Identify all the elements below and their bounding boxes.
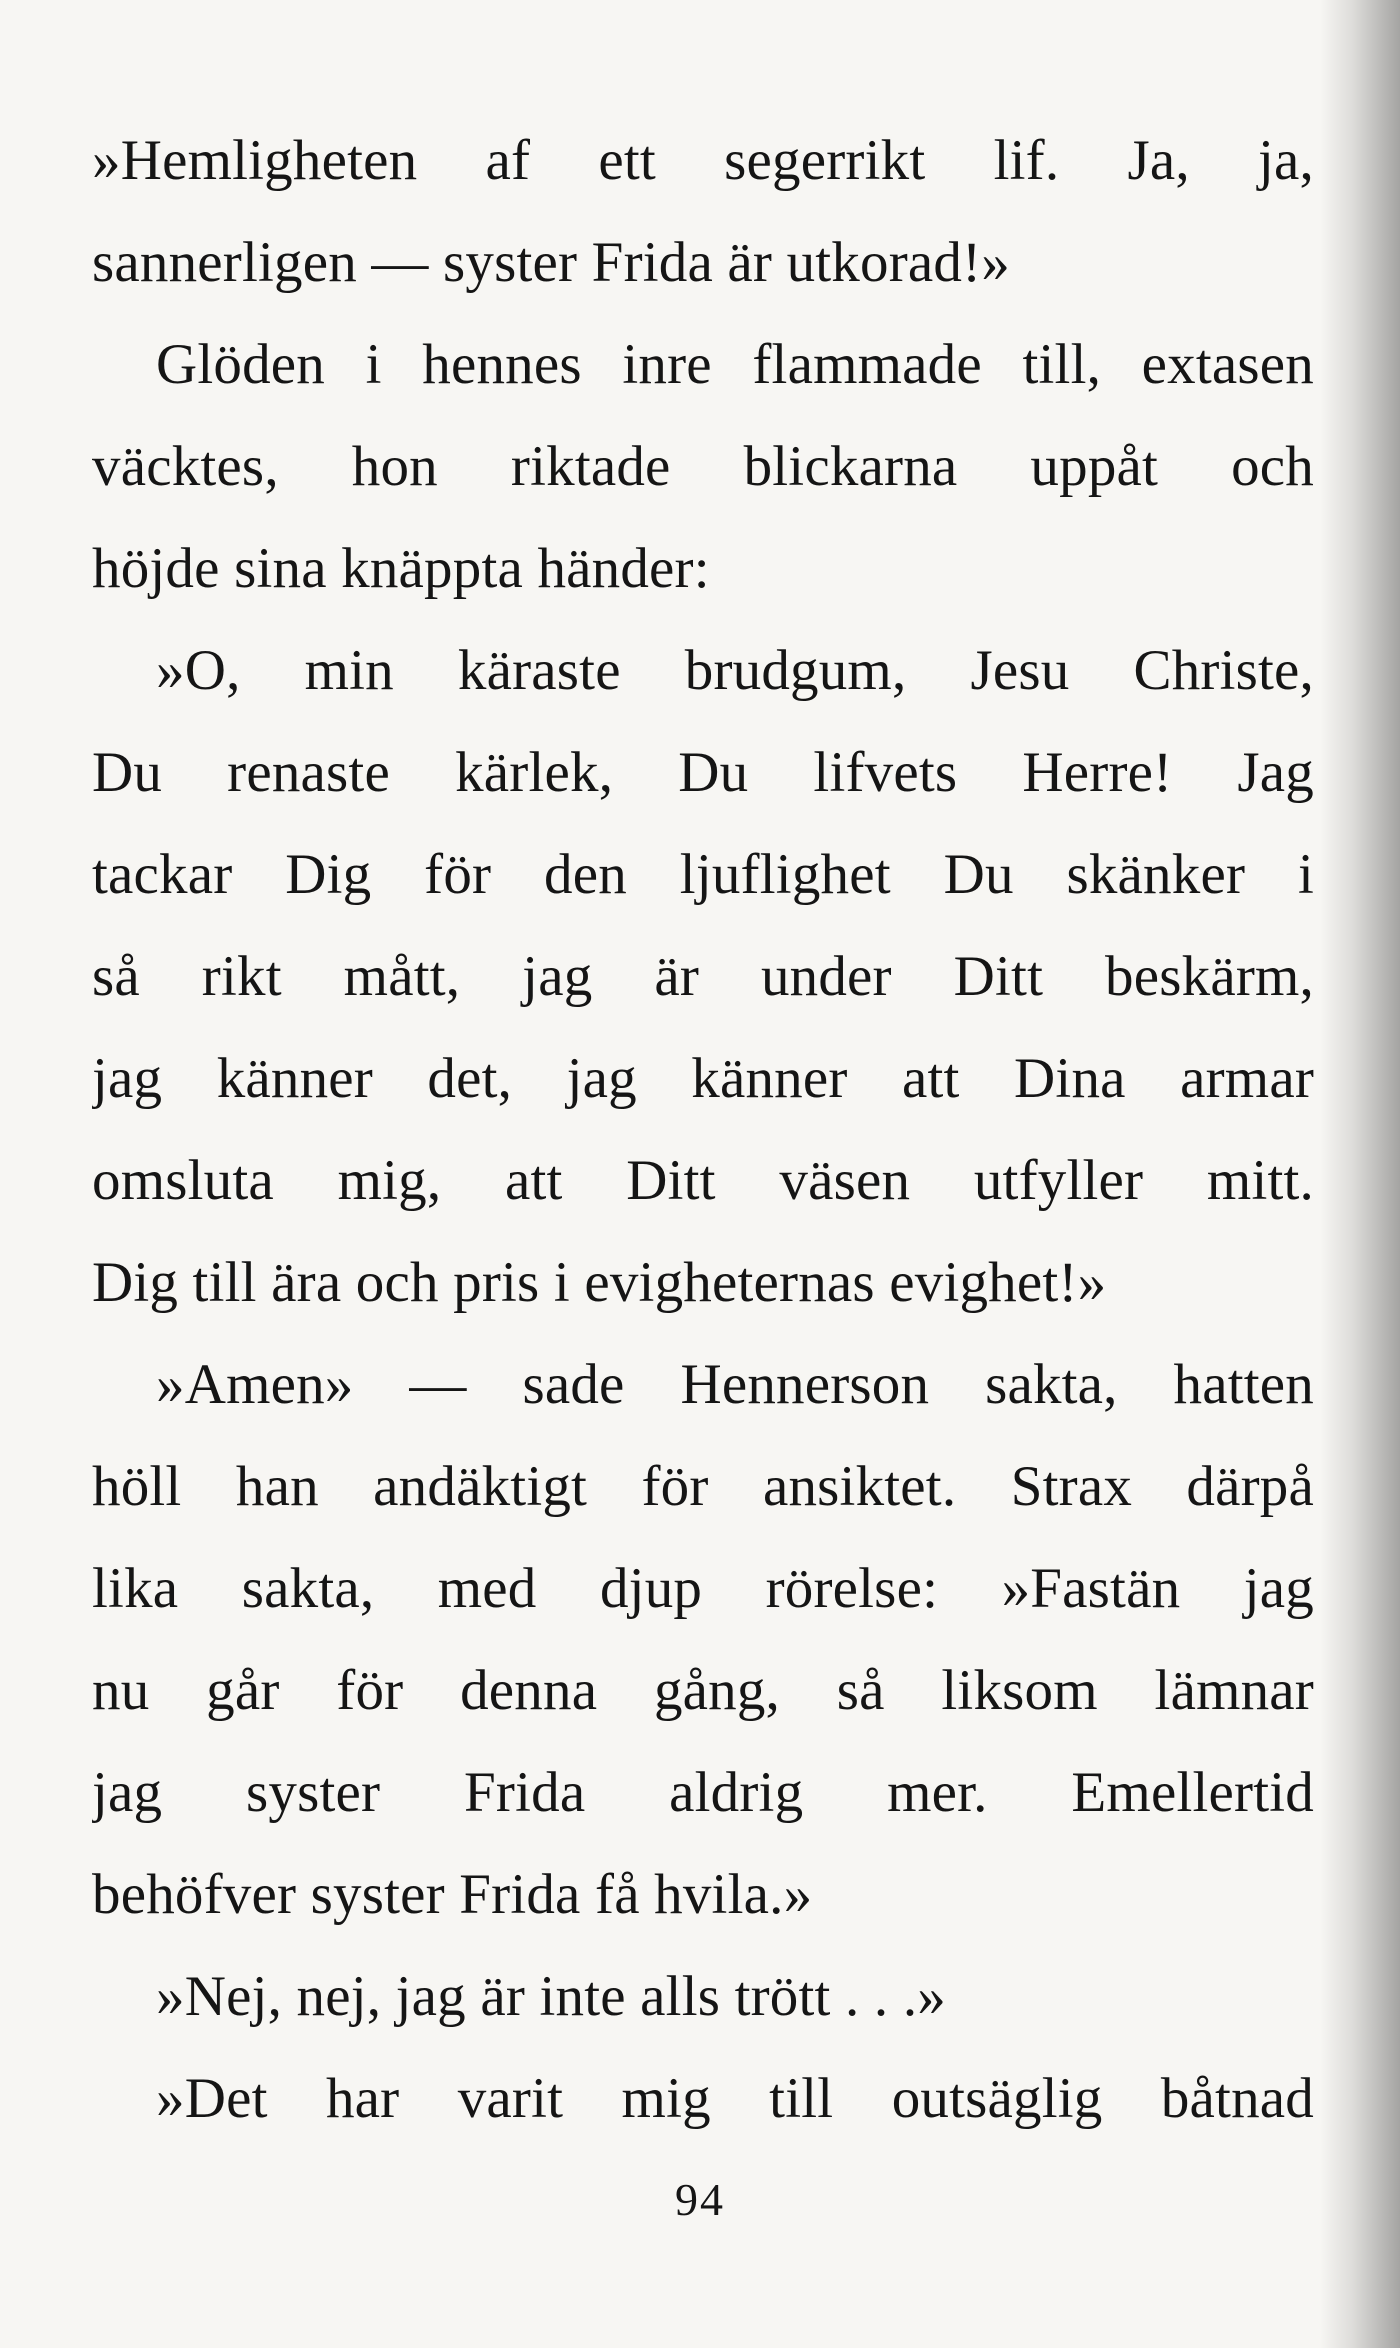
text-line: »O, min käraste brudgum, Jesu Christe, [156, 639, 1314, 702]
text-line: »Hemligheten af ett segerrikt lif. Ja, ja, [92, 129, 1314, 192]
text-line: »Nej, nej, jag är inte alls trött . . .» [156, 1965, 946, 2028]
text-line: behöfver syster Frida få hvila.» [92, 1863, 813, 1926]
text-line: Dig till ära och pris i evigheternas evighet!» [92, 1251, 1107, 1314]
text-line: höll han andäktigt för ansiktet. Strax därpå [92, 1455, 1314, 1518]
text-line: Du renaste kärlek, Du lifvets Herre! Jag [92, 741, 1314, 804]
text-line: »Det har varit mig till outsäglig båtnad [156, 2067, 1314, 2130]
text-line: Glöden i hennes inre flammade till, extasen [156, 333, 1314, 396]
text-line: lika sakta, med djup rörelse: »Fastän jag [92, 1557, 1314, 1620]
text-line: tackar Dig för den ljuflighet Du skänker i [92, 843, 1314, 906]
text-line: omsluta mig, att Ditt väsen utfyller mitt. [92, 1149, 1314, 1212]
text-line: jag känner det, jag känner att Dina armar [92, 1047, 1314, 1110]
text-line: sannerligen — syster Frida är utkorad!» [92, 231, 1010, 294]
text-line: så rikt mått, jag är under Ditt beskärm, [92, 945, 1314, 1008]
text-line: »Amen» — sade Hennerson sakta, hatten [156, 1353, 1314, 1416]
page-edge-shadow [1320, 0, 1400, 2348]
text-line: nu går för denna gång, så liksom lämnar [92, 1659, 1314, 1722]
text-line: höjde sina knäppta händer: [92, 537, 710, 600]
text-line: jag syster Frida aldrig mer. Emellertid [92, 1761, 1314, 1824]
page-number: 94 [675, 2174, 725, 2225]
body-text [92, 110, 1314, 2150]
text-line: väcktes, hon riktade blickarna uppåt och [92, 435, 1314, 498]
